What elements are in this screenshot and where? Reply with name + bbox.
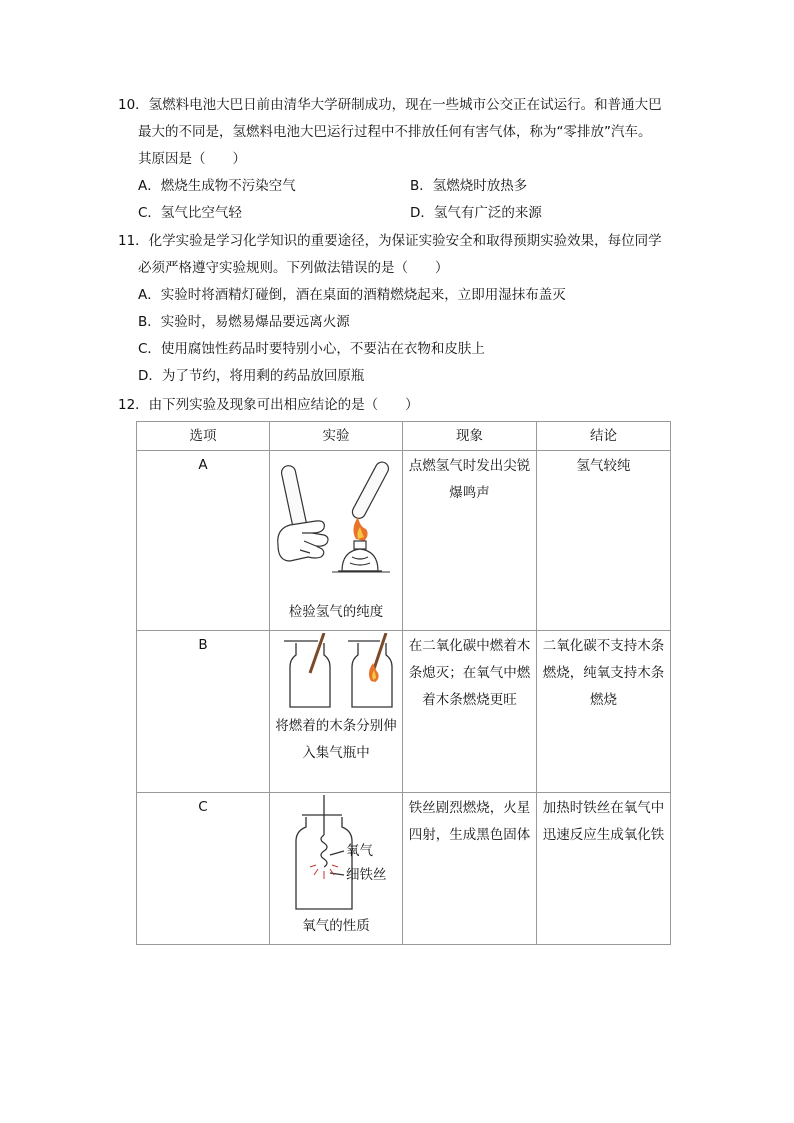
q11-stem-line-1: 11．化学实验是学习化学知识的重要途径，为保证实验安全和取得预期实验效果，每位同学 (118, 233, 662, 249)
q11-option-c[interactable]: C．使用腐蚀性药品时要特别小心，不要沾在衣物和皮肤上 (138, 341, 485, 357)
hydrogen-purity-test-figure (272, 453, 400, 599)
header-conclusion: 结论 (537, 422, 671, 451)
question-10 (118, 92, 688, 227)
header-option: 选项 (137, 422, 270, 451)
q10-stem-line-1: 10．氢燃料电池大巴日前由清华大学研制成功，现在一些城市公交正在试运行。和普通大巴 (118, 97, 662, 113)
q11-option-b[interactable]: B．实验时，易燃易爆品要远离火源 (138, 314, 350, 330)
row-b-conclusion: 二氧化碳不支持木条燃烧，纯氧支持木条燃烧 (537, 631, 671, 793)
row-a-caption: 检验氢气的纯度 (288, 604, 384, 620)
q10-stem-line-3: 其原因是（ ） (138, 151, 246, 167)
row-c-option: C (137, 793, 270, 945)
oxygen-label: 氧气 (346, 843, 373, 859)
question-12 (118, 392, 688, 419)
q11-option-a[interactable]: A．实验时将酒精灯碰倒，酒在桌面的酒精燃烧起来，立即用湿抹布盖灭 (138, 287, 566, 303)
row-b-experiment (270, 631, 403, 793)
row-c-caption: 氧气的性质 (302, 918, 370, 934)
row-c-conclusion: 加热时铁丝在氧气中迅速反应生成氧化铁 (537, 793, 671, 945)
row-c-experiment (270, 793, 403, 945)
header-phenomenon: 现象 (403, 422, 537, 451)
q10-options-row-2 (118, 200, 688, 227)
table-row (137, 793, 671, 945)
row-c-phenomenon: 铁丝剧烈燃烧，火星四射，生成黑色固体 (403, 793, 537, 945)
q10-option-c[interactable]: C．氢气比空气轻 (138, 205, 242, 221)
q10-option-b[interactable]: B．氢燃烧时放热多 (410, 178, 528, 194)
table-row (137, 451, 671, 631)
q11-option-d[interactable]: D．为了节约，将用剩的药品放回原瓶 (138, 368, 365, 384)
question-11 (118, 228, 688, 390)
q11-stem-line-2: 必须严格遵守实验规则。下列做法错误的是（ ） (138, 260, 449, 276)
row-a-phenomenon: 点燃氢气时发出尖锐爆鸣声 (403, 451, 537, 631)
q10-option-d[interactable]: D．氢气有广泛的来源 (410, 205, 542, 221)
row-a-conclusion: 氢气较纯 (537, 451, 671, 631)
q12-table (136, 421, 671, 945)
iron-wire-figure (272, 795, 400, 913)
q12-stem: 12．由下列实验及现象可出相应结论的是（ ） (118, 397, 419, 413)
header-experiment: 实验 (270, 422, 403, 451)
row-b-caption: 将燃着的木条分别伸入集气瓶中 (275, 718, 397, 761)
row-b-option: B (137, 631, 270, 793)
row-a-experiment (270, 451, 403, 631)
row-a-option: A (137, 451, 270, 631)
row-b-phenomenon: 在二氧化碳中燃着木条熄灭；在氧气中燃着木条燃烧更旺 (403, 631, 537, 793)
q10-option-a[interactable]: A．燃烧生成物不污染空气 (138, 178, 296, 194)
iron-wire-label: 细铁丝 (346, 867, 387, 883)
table-row (137, 631, 671, 793)
q10-options-row-1 (118, 173, 688, 200)
q10-stem-line-2: 最大的不同是，氢燃料电池大巴运行过程中不排放任何有害气体，称为“零排放”汽车。 (138, 124, 652, 140)
table-header-row (137, 422, 671, 451)
gas-jars-figure (272, 633, 400, 713)
